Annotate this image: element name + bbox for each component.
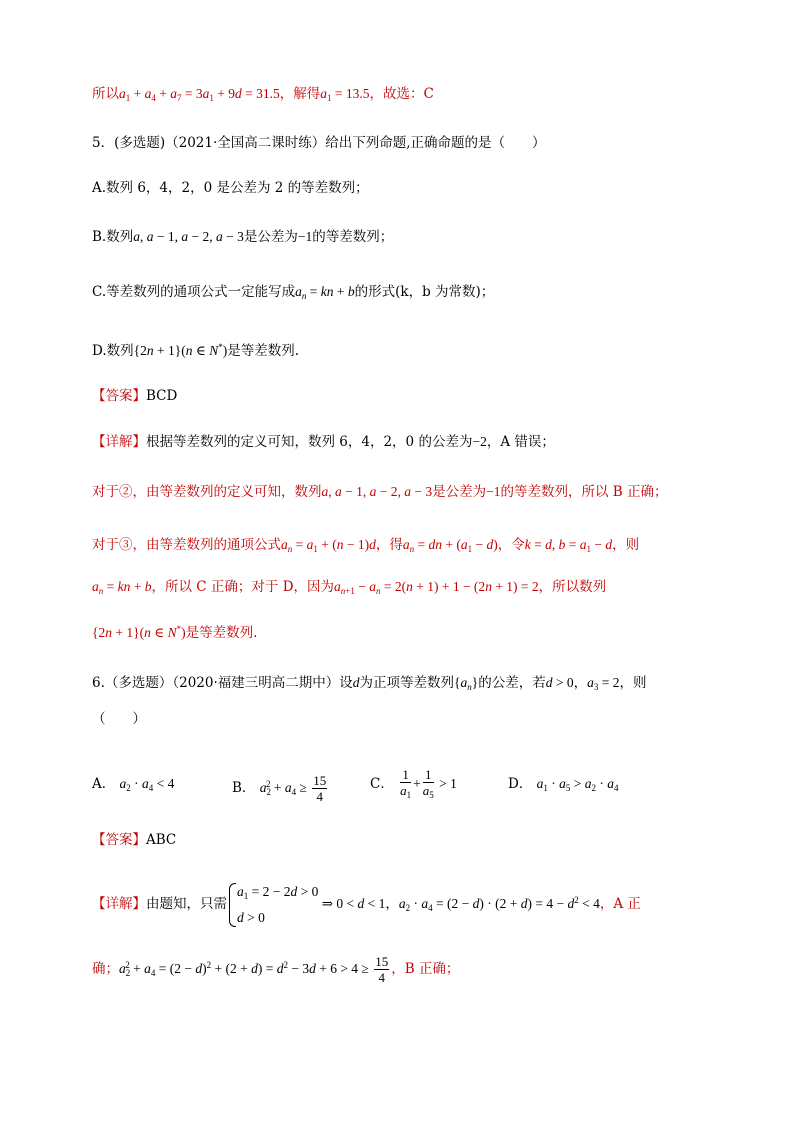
q6-detail-2: 确；$a_2^2 + a_4 = (2 - d)^2 + (2 + d) = d^2 - 3d + 6 > 4$ ≥ $\frac{15}{4}$ ，B 正确； (92, 954, 460, 985)
condition-system: $a_1 = 2 - 2d > 0$ d > 0 (227, 881, 318, 929)
q5-answer: 【答案】BCD (92, 388, 178, 404)
q5-detail-4: $a_n$ = kn + b，所以 C 正确；对于 D，因为$a_{n+1} - a_n = 2(n + 1) + 1 - (2n + 1) = 2$，所以数列 (92, 579, 607, 596)
q5-option-b: B.数列a, a − 1, a − 2, a − 3是公差为−1的等差数列； (92, 229, 394, 245)
q6-answer: 【答案】ABC (92, 832, 177, 848)
q6-option-d: D． $a_1 \cdot a_5 > a_2 \cdot a_4$ (508, 776, 619, 793)
q6-paren: （ ） (92, 711, 146, 727)
q6-option-b: B． $a_2^2 + a_4$ ≥ $\frac{15}{4}$ (232, 773, 327, 804)
q5-option-d: D.数列{2n + 1}(n ∈ N*)是等差数列. (92, 342, 300, 359)
q4-conclusion: 所以$a_1 + a_4 + a_7 = 3a_1 + 9d = 31.5$，解得$a_1 = 13.5$，故选：C (92, 86, 434, 103)
q5-option-a: A.数列 6，4，2，0 是公差为 2 的等差数列； (92, 180, 369, 196)
q5-detail-5: {2n + 1}(n ∈ N*)是等差数列. (92, 624, 258, 641)
q6-options (92, 765, 734, 803)
q5-detail-1: 【详解】根据等差数列的定义可知，数列 6，4，2，0 的公差为−2，A 错误； (92, 434, 555, 450)
q5-detail-2: 对于②，由等差数列的定义可知，数列a, a − 1, a − 2, a − 3是公差为−1的等差数列，所以 B 正确； (92, 484, 668, 500)
q6-option-c: C． $\frac{1}{a_1}$ + $\frac{1}{a_5}$ > 1 (370, 766, 457, 800)
q6-detail-1: 【详解】由题知，只需 $a_1 = 2 - 2d > 0$ d > 0 ⇒ 0 < d < 1，$a_2 \cdot a_4 = (2 - d) \cdot (2 + d) = 4 - d^2 < 4$，A 正 (92, 875, 734, 925)
q6-stem: 6.（多选题）（2020·福建三明高二期中）设d为正项等差数列$\{a_n\}$的公差，若d > 0，$a_3 = 2$，则 (92, 675, 647, 692)
q5-option-c: C.等差数列的通项公式一定能写成$a_n$ = kn + b的形式(k，b 为常数)； (92, 284, 495, 301)
q5-stem: 5．(多选题)（2021·全国高二课时练）给出下列命题,正确命题的是（ ） (92, 135, 546, 151)
q5-detail-3: 对于③，由等差数列的通项公式$a_n = a_1 + (n - 1)d$，得$a_n$ = dn + $(a_1 - d)$，令k = d, $b = a_1 - d$，则 (92, 537, 640, 554)
q6-option-a: A． $a_2 \cdot a_4 < 4$ (92, 776, 175, 793)
